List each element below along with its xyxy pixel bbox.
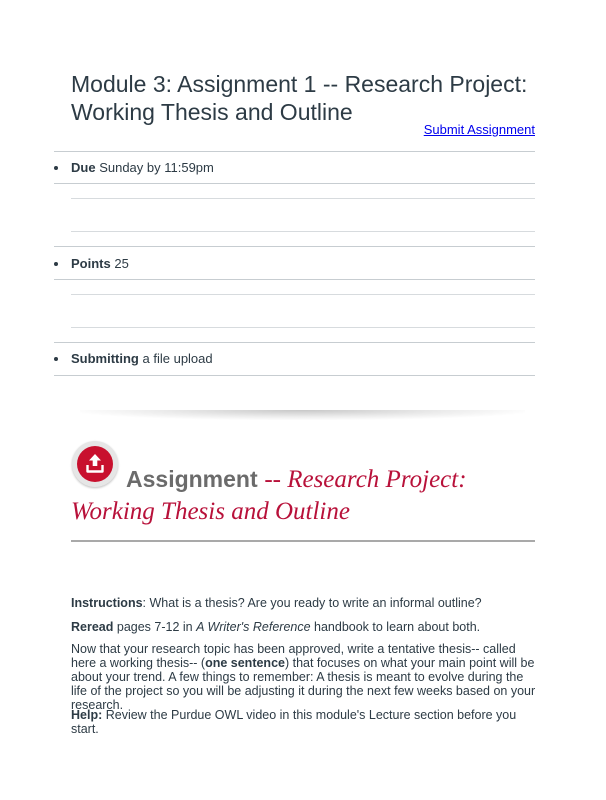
divider [54, 375, 535, 376]
divider [54, 342, 535, 343]
divider [71, 294, 535, 295]
detail-value: a file upload [142, 351, 213, 366]
instructions-label: Instructions [71, 596, 143, 610]
detail-label: Due [71, 160, 96, 175]
help-line: Help: Review the Purdue OWL video in this module's Lecture section before you start. [71, 708, 517, 736]
bullet-icon [54, 166, 58, 170]
detail-label: Submitting [71, 351, 139, 366]
section-shadow-divider [80, 410, 525, 420]
detail-label: Points [71, 256, 111, 271]
detail-value: 25 [114, 256, 129, 271]
instructions-line: Instructions: What is a thesis? Are you ready to write an informal outline? [71, 596, 482, 610]
page-title: Module 3: Assignment 1 -- Research Project: Working Thesis and Outline [71, 71, 528, 125]
divider [54, 279, 535, 280]
reread-label: Reread [71, 620, 114, 634]
help-label: Help: [71, 708, 103, 722]
one-sentence-emphasis: one sentence [205, 656, 285, 670]
divider [54, 183, 535, 184]
bullet-icon [54, 357, 58, 361]
submit-assignment-link[interactable]: Submit Assignment [423, 122, 535, 137]
divider [54, 246, 535, 247]
thesis-paragraph: Now that your research topic has been approved, write a tentative thesis-- called here a working thesis-- (one sentence) that focuses on what your main point will be about your trend. A few things to remember: A thesis is meant to evolve during the life of the project so you will be adjusting it during the next few weeks based on your research. [71, 642, 536, 712]
assignment-heading-subtitle: -- Research Project: Working Thesis and Outline [71, 466, 467, 525]
divider [71, 198, 535, 199]
heading-divider [71, 540, 535, 542]
divider [71, 327, 535, 328]
assignment-heading-word: Assignment [126, 466, 258, 492]
book-title: A Writer's Reference [196, 620, 311, 634]
divider [54, 151, 535, 152]
divider [71, 231, 535, 232]
detail-value: Sunday by 11:59pm [99, 160, 214, 175]
bullet-icon [54, 262, 58, 266]
reread-line: Reread pages 7-12 in A Writer's Reference handbook to learn about both. [71, 620, 481, 634]
assignment-heading [71, 463, 541, 528]
